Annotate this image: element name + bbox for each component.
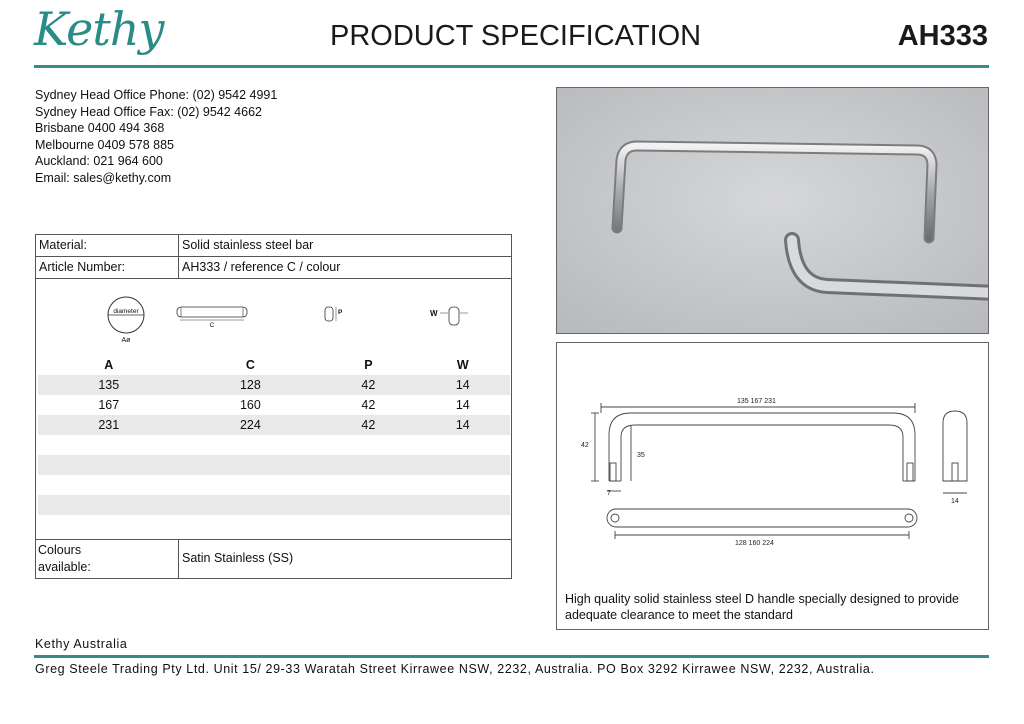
table-row-empty — [38, 455, 510, 475]
table-cell: 128 — [180, 375, 322, 395]
dimension-table — [38, 355, 510, 535]
table-cell: 231 — [38, 415, 180, 435]
table-cell: 135 — [38, 375, 180, 395]
diameter-icon — [98, 293, 158, 345]
colours-row — [36, 540, 511, 578]
table-cell: 14 — [455, 398, 470, 412]
w-width-icon — [428, 301, 470, 331]
table-cell: 42 — [321, 375, 415, 395]
table-cell: 42 — [361, 398, 376, 412]
top-dimension-labels: 135 167 231 — [737, 398, 776, 405]
header-divider — [34, 65, 989, 68]
colours-label-line: Colours — [38, 543, 82, 557]
contact-line: Brisbane 0400 494 368 — [35, 121, 165, 136]
article-row — [36, 257, 511, 279]
column-header-p: P — [364, 358, 373, 372]
diameter-sub-label: Aø — [121, 337, 131, 344]
product-code: AH333 — [897, 20, 988, 52]
kethy-logo — [34, 2, 164, 62]
column-header-a: A — [104, 358, 114, 372]
contact-line: Auckland: 021 964 600 — [35, 154, 163, 169]
table-row-empty — [38, 435, 510, 455]
p-label: P — [338, 309, 343, 316]
colours-value: Satin Stainless (SS) — [182, 551, 294, 565]
footer-address: Greg Steele Trading Pty Ltd. Unit 15/ 29-33 Waratah Street Kirrawee NSW, 2232, Australia. PO Box 3292 Kirrawee NSW, 2232, Australia. — [35, 662, 875, 676]
dim-35-label: 35 — [637, 452, 645, 459]
c-label: C — [209, 322, 215, 329]
column-header-c: C — [245, 358, 255, 372]
product-photo — [556, 87, 989, 334]
table-cell: 42 — [321, 415, 415, 435]
dim-14-label: 14 — [951, 498, 959, 505]
handle-photo-image — [557, 88, 989, 334]
footer-brand: Kethy Australia — [35, 637, 128, 651]
footer-divider — [34, 655, 989, 658]
table-cell: 224 — [180, 415, 322, 435]
material-label: Material: — [36, 235, 179, 256]
dim-7-label: 7 — [607, 490, 611, 497]
table-row — [38, 415, 510, 435]
contact-line: Melbourne 0409 578 885 — [35, 137, 175, 152]
table-cell: 14 — [416, 375, 510, 395]
table-cell: 14 — [416, 415, 510, 435]
c-length-icon — [174, 303, 254, 329]
table-row-empty — [38, 495, 510, 515]
w-label: W — [430, 309, 438, 318]
column-header-w: W — [456, 358, 469, 372]
material-value: Solid stainless steel bar — [182, 238, 314, 252]
logo-text: Kethy — [34, 2, 164, 56]
contact-line: Sydney Head Office Phone: (02) 9542 4991 — [35, 88, 278, 102]
article-value: AH333 / reference C / colour — [182, 260, 341, 274]
article-label: Article Number: — [36, 257, 179, 278]
material-row — [36, 235, 511, 257]
contact-email[interactable]: Email: sales@kethy.com — [35, 170, 172, 185]
product-description: High quality solid stainless steel D handle specially designed to provide adequate clearance to meet the standard — [565, 592, 959, 622]
dimension-header-row — [38, 355, 510, 375]
table-row — [38, 395, 510, 415]
spec-table — [35, 234, 512, 579]
dimension-section — [36, 279, 511, 540]
contact-line: Sydney Head Office Fax: (02) 9542 4662 — [35, 104, 262, 119]
handle-drawing — [557, 343, 987, 583]
table-cell: 167 — [98, 398, 120, 412]
p-projection-icon — [322, 303, 352, 329]
technical-drawing — [556, 342, 989, 630]
table-row-empty — [38, 515, 510, 535]
contact-block — [35, 87, 277, 187]
table-row-empty — [38, 475, 510, 495]
table-cell: 160 — [239, 398, 261, 412]
bottom-dimension-labels: 128 160 224 — [735, 540, 774, 547]
dim-42-label: 42 — [581, 442, 589, 449]
diameter-label: diameter — [113, 308, 139, 315]
colours-label — [36, 540, 179, 578]
page-title: PRODUCT SPECIFICATION — [330, 20, 702, 52]
colours-label-line: available: — [38, 560, 91, 574]
table-row — [38, 375, 510, 395]
